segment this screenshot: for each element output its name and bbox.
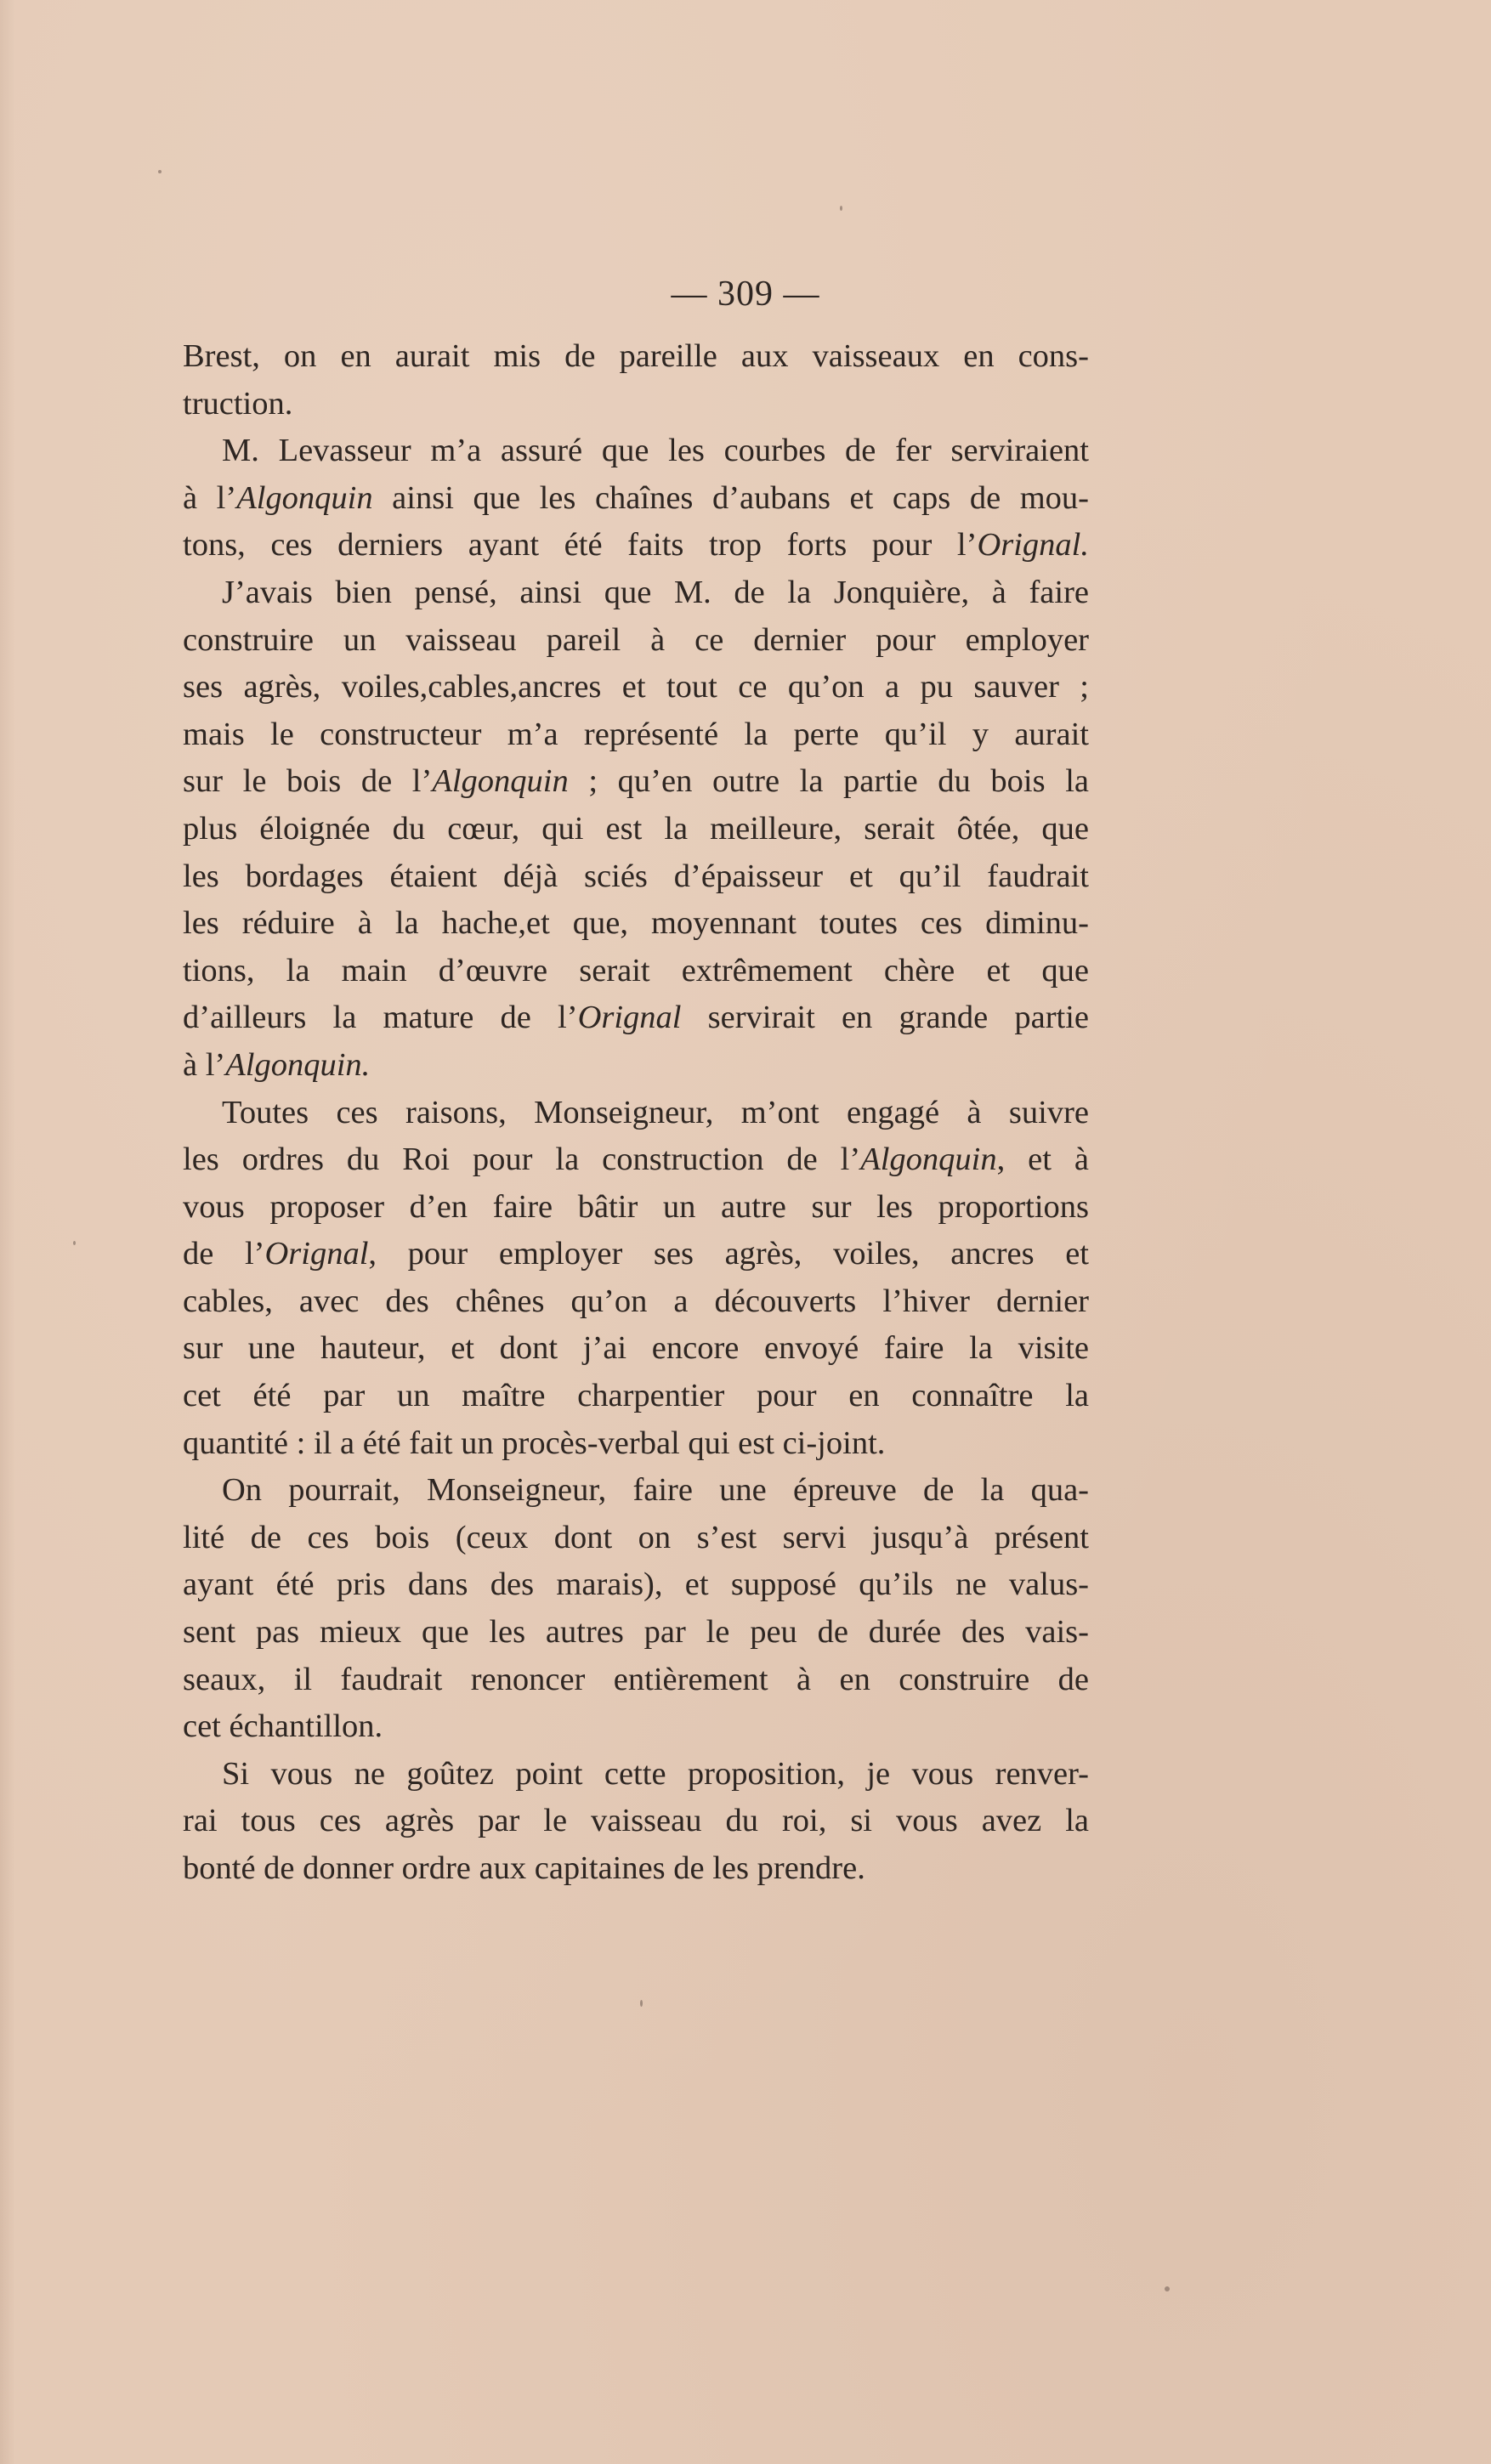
italic-ship-name: Orignal: [264, 1236, 369, 1272]
text-segment: à l’: [183, 1046, 226, 1083]
text-segment: plus éloignée du cœur, qui est la meilleure, serait ôtée, que: [183, 810, 1089, 847]
italic-ship-name: Algonquin.: [225, 1046, 371, 1083]
text-segment: cet échantillon.: [183, 1708, 383, 1745]
text-segment: quantité : il a été fait un procès-verbal qui est ci-joint.: [183, 1425, 886, 1461]
text-segment: J’avais bien pensé, ainsi que M. de la Jonquière, à faire: [222, 574, 1089, 610]
body-text: [183, 333, 1089, 1893]
page-number: — 309 —: [671, 275, 820, 314]
text-segment: truction.: [183, 385, 293, 422]
text-line: [183, 1561, 1089, 1609]
text-line: [183, 1136, 1089, 1184]
text-line: [183, 711, 1089, 759]
text-line: [183, 1845, 1089, 1893]
text-line: [183, 569, 1089, 617]
italic-ship-name: Algonquin: [432, 763, 569, 800]
text-segment: tons, ces derniers ayant été faits trop forts pour l’: [183, 527, 978, 564]
text-segment: construire un vaisseau pareil à ce dernier pour employer: [183, 621, 1089, 658]
text-segment: sent pas mieux que les autres par le peu de durée des vais-: [183, 1614, 1089, 1651]
text-segment: Toutes ces raisons, Monseigneur, m’ont engagé à suivre: [222, 1094, 1089, 1130]
text-segment: sur une hauteur, et dont j’ai encore envoyé faire la visite: [183, 1330, 1089, 1367]
italic-ship-name: Algonquin: [860, 1141, 997, 1178]
paper-speck: [840, 206, 842, 211]
text-line: [183, 1373, 1089, 1420]
text-segment: , pour employer ses agrès, voiles, ancres et: [368, 1236, 1089, 1272]
text-segment: ainsi que les chaînes d’aubans et caps de mou-: [372, 479, 1090, 516]
text-segment: cet été par un maître charpentier pour en connaître la: [183, 1378, 1089, 1414]
text-line: [183, 1420, 1089, 1468]
text-segment: On pourrait, Monseigneur, faire une épreuve de la qua-: [222, 1472, 1089, 1509]
text-line: [183, 1042, 1089, 1090]
text-segment: bonté de donner ordre aux capitaines de les prendre.: [183, 1850, 865, 1886]
italic-ship-name: Algonquin: [236, 479, 373, 516]
text-segment: sur le bois de l’: [183, 763, 433, 800]
text-segment: ayant été pris dans des marais), et supposé qu’ils ne valus-: [183, 1566, 1089, 1603]
text-segment: lité de ces bois (ceux dont on s’est servi jusqu’à présent: [183, 1519, 1089, 1555]
text-segment: Si vous ne goûtez point cette proposition, je vous renver-: [222, 1755, 1089, 1792]
text-line: [183, 1703, 1089, 1751]
text-segment: vous proposer d’en faire bâtir un autre sur les proportions: [183, 1188, 1089, 1225]
text-segment: seaux, il faudrait renoncer entièrement à en construire de: [183, 1661, 1089, 1697]
text-segment: ses agrès, voiles,cables,ancres et tout ce qu’on a pu sauver ;: [183, 669, 1089, 705]
text-line: [183, 1751, 1089, 1798]
text-line: [183, 428, 1089, 475]
text-line: [183, 994, 1089, 1042]
text-line: [183, 948, 1089, 995]
text-line: [183, 475, 1089, 523]
text-segment: rai tous ces agrès par le vaisseau du roi, si vous avez la: [183, 1803, 1089, 1839]
text-segment: ; qu’en outre la partie du bois la: [568, 763, 1089, 800]
text-segment: , et à: [996, 1141, 1089, 1178]
text-line: [183, 1325, 1089, 1373]
text-line: [183, 1231, 1089, 1278]
text-segment: de l’: [183, 1236, 265, 1272]
text-segment: d’ailleurs la mature de l’: [183, 1000, 578, 1036]
text-line: [183, 333, 1089, 381]
italic-ship-name: Orignal: [577, 1000, 682, 1036]
text-line: [183, 522, 1089, 569]
text-line: [183, 1609, 1089, 1657]
text-line: [183, 1515, 1089, 1562]
text-segment: tions, la main d’œuvre serait extrêmement chère et que: [183, 952, 1089, 988]
text-segment: les ordres du Roi pour la construction de l’: [183, 1141, 861, 1178]
text-line: [183, 664, 1089, 711]
paper-speck: [1165, 2286, 1170, 2291]
text-line: [183, 806, 1089, 853]
text-segment: servirait en grande partie: [681, 1000, 1089, 1036]
text-line: [183, 853, 1089, 901]
text-segment: à l’: [183, 479, 237, 516]
paper-speck: [73, 1241, 76, 1245]
text-segment: cables, avec des chênes qu’on a découverts l’hiver dernier: [183, 1283, 1089, 1319]
text-segment: Brest, on en aurait mis de pareille aux vaisseaux en cons-: [183, 338, 1089, 374]
text-line: [183, 1657, 1089, 1704]
text-line: [183, 1278, 1089, 1326]
text-line: [183, 758, 1089, 806]
text-line: [183, 1090, 1089, 1137]
text-line: [183, 617, 1089, 665]
text-line: [183, 1184, 1089, 1232]
text-segment: mais le constructeur m’a représenté la perte qu’il y aurait: [183, 716, 1089, 752]
italic-ship-name: Orignal.: [977, 527, 1089, 564]
text-line: [183, 381, 1089, 428]
text-line: [183, 900, 1089, 948]
text-segment: les bordages étaient déjà sciés d’épaisseur et qu’il faudrait: [183, 858, 1089, 894]
paper-speck: [640, 2000, 643, 2007]
paper-speck: [158, 170, 162, 173]
text-line: [183, 1467, 1089, 1515]
text-line: [183, 1798, 1089, 1845]
text-segment: M. Levasseur m’a assuré que les courbes de fer serviraient: [222, 433, 1089, 469]
text-segment: les réduire à la hache,et que, moyennant toutes ces diminu-: [183, 905, 1089, 942]
